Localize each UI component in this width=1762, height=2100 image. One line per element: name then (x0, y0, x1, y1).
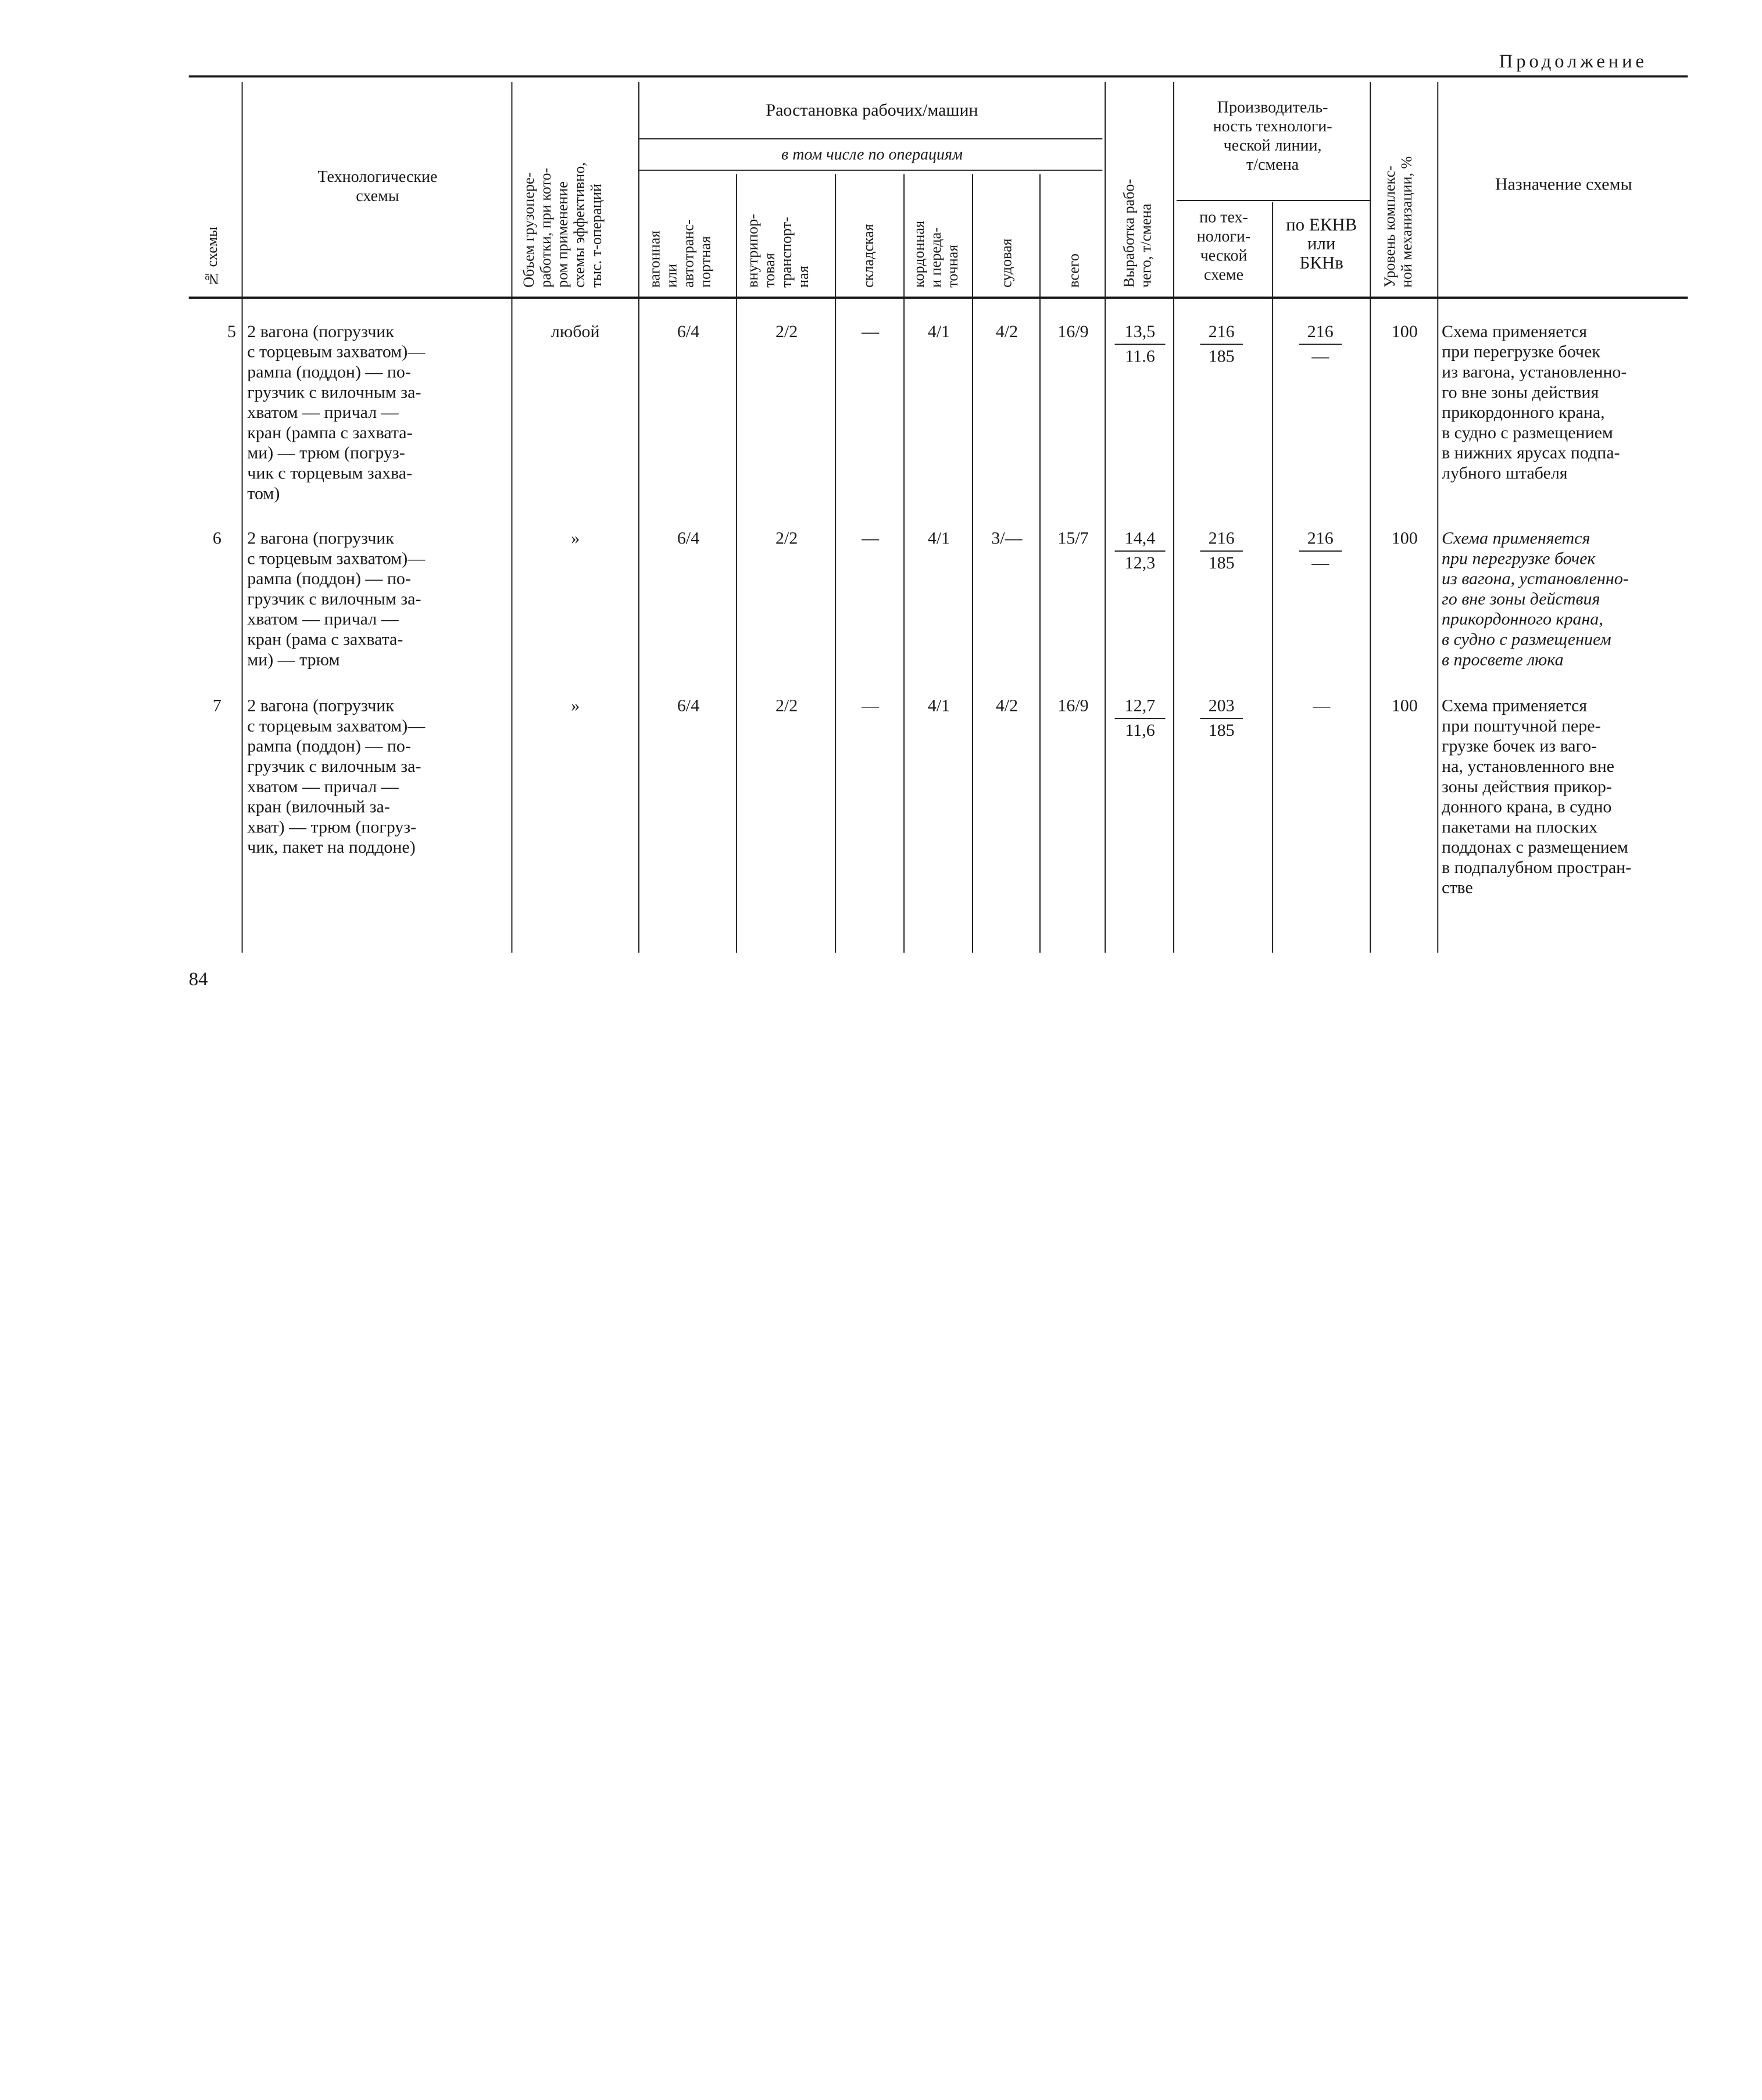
col-rule-7 (972, 174, 973, 953)
row-mech-level: 100 (1391, 322, 1418, 342)
table-top-rule (189, 76, 1688, 78)
row-volume: любой (551, 322, 600, 342)
row-number: 7 (212, 696, 221, 716)
row-volume: » (571, 696, 580, 716)
header-tech-schemes: Технологические схемы (317, 168, 438, 206)
row-ship: 3/— (991, 529, 1023, 549)
row-warehouse: — (862, 322, 880, 342)
header-op-wagon: вагонная или автотранс- портная (646, 219, 714, 288)
row-prod-eknv-fraction (1299, 529, 1342, 574)
fraction-numerator: 13,5 (1115, 323, 1166, 345)
col-rule-1 (242, 82, 244, 953)
fraction-denominator: — (1311, 553, 1329, 573)
col-rule-2 (512, 82, 513, 953)
row-total: 15/7 (1057, 529, 1089, 549)
header-bottom-rule (189, 296, 1688, 298)
fraction-denominator: 185 (1208, 721, 1235, 740)
row-scheme-text: 2 вагона (погрузчик с торцевым захватом)— рампа (поддон) — по- грузчик с вилочным за- хватом — причал — кран (рампа с захвата- ми) — трюм (погруз- чик с торцевым захва- том) (247, 322, 426, 503)
header-op-total: всего (1065, 253, 1082, 288)
row-output-fraction (1115, 323, 1166, 367)
header-op-ship: судовая (998, 238, 1015, 288)
col-rule-11 (1272, 202, 1273, 953)
row-prod-tech-fraction (1200, 696, 1242, 741)
row-warehouse: — (862, 696, 880, 716)
fraction-denominator: 11,6 (1125, 721, 1155, 740)
fraction-numerator: 216 (1200, 529, 1242, 552)
col-rule-6 (903, 174, 905, 953)
row-total: 16/9 (1057, 696, 1089, 716)
fraction-denominator: 12,3 (1124, 553, 1156, 573)
col-rule-13 (1437, 82, 1439, 953)
row-volume: » (571, 529, 580, 549)
header-prod-eknv: по ЕКНВ или БКНв (1286, 216, 1357, 273)
col-rule-5 (835, 174, 836, 953)
row-wagon: 6/4 (677, 322, 700, 342)
row-ship: 4/2 (995, 696, 1018, 716)
row-mech-level: 100 (1391, 529, 1418, 549)
header-op-warehouse: складская (859, 224, 877, 288)
fraction-numerator: 12,7 (1115, 696, 1166, 719)
row-number: 5 (227, 322, 236, 342)
fraction-denominator: 185 (1208, 553, 1235, 573)
row-purpose-text: Схема применяется при поштучной пере- грузке бочек из ваго- на, установленного вне зоны действия прикор- донного крана, в судно пакетами на плоских поддонах с размещением в подпалубном простран- стве (1442, 696, 1632, 898)
fraction-numerator: 203 (1200, 696, 1242, 719)
operations-rule (639, 170, 1102, 171)
header-scheme-no: № схемы (203, 227, 220, 288)
row-ship: 4/2 (995, 322, 1018, 342)
header-volume: Объем грузопере- работки, при кото- ром применение схемы эффективно, тыс. т-операций (520, 162, 605, 288)
row-scheme-text: 2 вагона (погрузчик с торцевым захватом)— рампа (поддон) — по- грузчик с вилочным за- хватом — причал — кран (вилочный за- хват) — трюм (погруз- чик, пакет на поддоне) (247, 696, 426, 857)
header-prod-tech: по тех- нологи- ческой схеме (1196, 209, 1251, 285)
row-scheme-text: 2 вагона (погрузчик с торцевым захватом)— рампа (поддон) — по- грузчик с вилочным за- хватом — причал — кран (рама с захвата- ми) — трюм (247, 529, 426, 670)
row-output-fraction (1115, 696, 1166, 741)
row-wagon: 6/4 (677, 696, 700, 716)
fraction-numerator: 14,4 (1115, 529, 1166, 552)
header-productivity: Производитель- ность технологи- ческой линии, т/смена (1213, 99, 1332, 174)
row-number: 6 (212, 529, 221, 549)
placement-rule (639, 138, 1102, 139)
row-wagon: 6/4 (677, 529, 700, 549)
header-by-operations: в том числе по операциям (781, 146, 963, 164)
row-prod-eknv: — (1313, 696, 1331, 716)
row-total: 16/9 (1057, 322, 1089, 342)
row-prod-tech-fraction (1200, 529, 1242, 574)
row-cordon: 4/1 (927, 696, 950, 716)
row-purpose-text: Схема применяется при перегрузке бочек из вагона, установленно- го вне зоны действия прикордонного крана, в судно с размещением в нижних ярусах подпа- лубного штабеля (1442, 322, 1627, 484)
row-mech-level: 100 (1391, 696, 1418, 716)
fraction-denominator: — (1311, 347, 1329, 367)
row-output-fraction (1115, 529, 1166, 574)
row-internal: 2/2 (775, 529, 798, 549)
fraction-denominator: 11.6 (1125, 347, 1155, 367)
col-rule-9 (1105, 82, 1106, 953)
row-prod-tech-fraction (1200, 323, 1242, 367)
header-mech-level: Уровень комплекс- ной механизации, % (1381, 156, 1415, 288)
fraction-numerator: 216 (1299, 529, 1342, 552)
col-rule-12 (1370, 82, 1371, 953)
col-rule-4 (736, 174, 737, 953)
row-internal: 2/2 (775, 322, 798, 342)
row-internal: 2/2 (775, 696, 798, 716)
row-cordon: 4/1 (927, 322, 950, 342)
row-prod-eknv-fraction (1299, 323, 1342, 367)
continuation-label: Продолжение (1499, 50, 1647, 72)
col-rule-8 (1039, 174, 1041, 953)
fraction-denominator: 185 (1208, 347, 1235, 367)
header-output: Выработка рабо- чего, т/смена (1120, 178, 1155, 288)
row-cordon: 4/1 (927, 529, 950, 549)
row-purpose-text: Схема применяется при перегрузке бочек из вагона, установленно- го вне зоны действия прикордонного крана, в судно с размещением в просвете люка (1442, 529, 1629, 670)
fraction-numerator: 216 (1299, 323, 1342, 345)
header-placement: Раостановка рабочих/машин (766, 101, 978, 120)
productivity-rule (1177, 200, 1370, 201)
row-warehouse: — (862, 529, 880, 549)
fraction-numerator: 216 (1200, 323, 1242, 345)
header-op-internal: внутрипор- товая транспорт- ная (744, 214, 812, 288)
header-op-cordon: кордонная и переда- точная (910, 220, 961, 288)
header-purpose: Назначение схемы (1495, 175, 1632, 195)
col-rule-10 (1173, 82, 1175, 953)
col-rule-3 (638, 82, 640, 953)
page-number: 84 (188, 968, 208, 990)
